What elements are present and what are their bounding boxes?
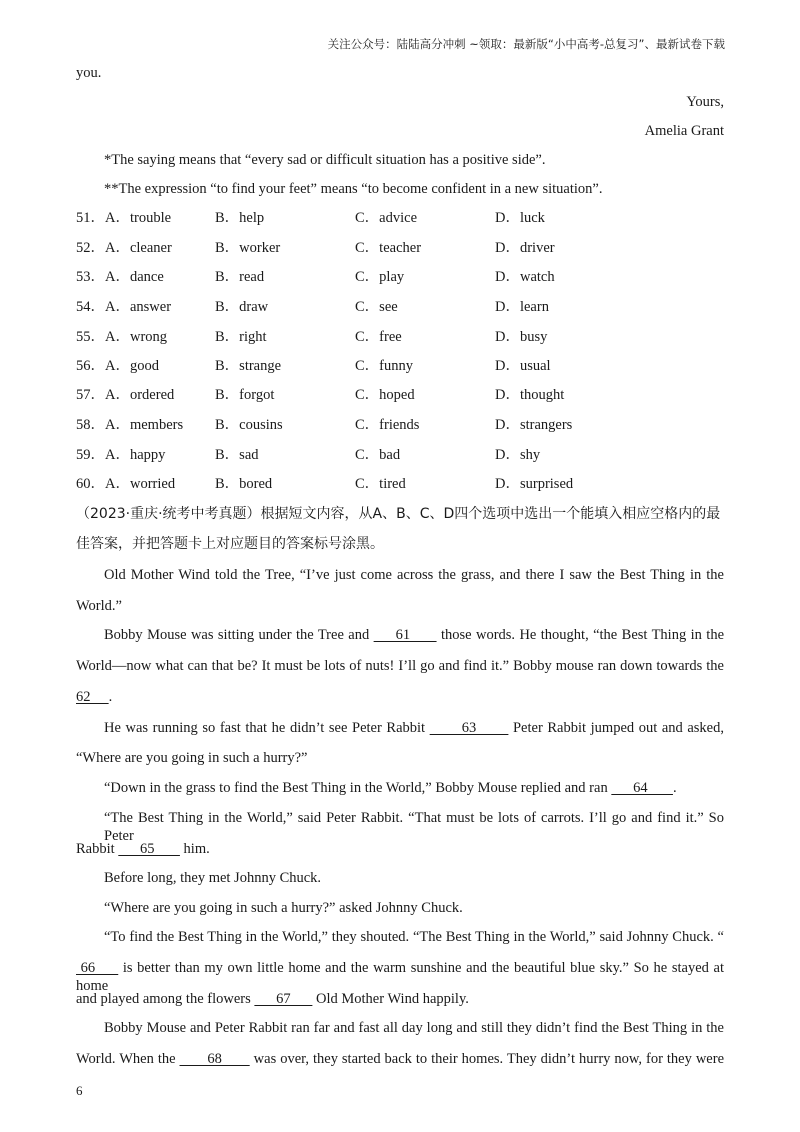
option-c: C．funny xyxy=(355,358,413,374)
option-d: D．busy xyxy=(495,329,548,345)
footnote-expression: **The expression “to find your feet” means “to become confident in a new situation”. xyxy=(104,181,603,197)
option-b: B．read xyxy=(215,269,265,285)
option-a: A．ordered xyxy=(105,387,175,403)
question-number: 54． xyxy=(76,299,105,315)
option-c: C．advice xyxy=(355,210,418,226)
option-a: A．trouble xyxy=(105,210,172,226)
question-number: 57． xyxy=(76,387,105,403)
story-p2-line2: World—now what can that be? It must be lots of nuts! I’ll go and find it.” Bobby mouse ran down towards the xyxy=(76,658,724,674)
blank-62: 62 xyxy=(76,689,109,705)
question-number: 59． xyxy=(76,447,105,463)
option-c: C．play xyxy=(355,269,405,285)
question-number: 58． xyxy=(76,417,105,433)
option-c: C．free xyxy=(355,329,402,345)
story-p9-line2: World. When the 68 was over, they started back to their homes. They didn’t hurry now, for they were xyxy=(76,1051,725,1067)
question-number: 51． xyxy=(76,210,105,226)
story-p3-line1: He was running so fast that he didn’t see Peter Rabbit 63 Peter Rabbit jumped out and asked, xyxy=(104,720,724,736)
option-b: B．cousins xyxy=(215,417,283,433)
option-a: A．good xyxy=(105,358,159,374)
page-header: 关注公众号：陆陆高分冲刺 ~领取：最新版“小中高考-总复习”、最新试卷下载 xyxy=(327,37,725,51)
option-b: B．strange xyxy=(215,358,282,374)
option-a: A．happy xyxy=(105,447,166,463)
option-d: D．learn xyxy=(495,299,549,315)
option-d: D．luck xyxy=(495,210,545,226)
story-p1-line1: Old Mother Wind told the Tree, “I’ve just come across the grass, and there I saw the Best Thing in the xyxy=(104,567,724,583)
option-c: C．teacher xyxy=(355,240,422,256)
blank-64: 64 xyxy=(611,780,673,796)
question-row xyxy=(76,268,724,286)
option-a: A．wrong xyxy=(105,329,168,345)
question-number: 56． xyxy=(76,358,105,374)
blank-68: 68 xyxy=(179,1051,250,1067)
story-p7: “Where are you going in such a hurry?” asked Johnny Chuck. xyxy=(104,900,463,916)
option-c: C．bad xyxy=(355,447,401,463)
blank-65: 65 xyxy=(118,841,180,857)
option-b: B．forgot xyxy=(215,387,275,403)
story-p8-line1: “To find the Best Thing in the World,” they shouted. “The Best Thing in the World,” said Johnny Chuck. “ xyxy=(104,929,724,945)
letter-continuation: you. xyxy=(76,65,102,81)
story-p8-line2: 66 is better than my own little home and the warm sunshine and the beautiful blue sky.” So he stayed at home xyxy=(76,960,724,994)
story-p9-line1: Bobby Mouse and Peter Rabbit ran far and fast all day long and still they didn’t find the Best Thing in the xyxy=(104,1020,724,1036)
option-a: A．cleaner xyxy=(105,240,172,256)
option-b: B．help xyxy=(215,210,265,226)
letter-signature: Amelia Grant xyxy=(644,123,724,139)
question-row xyxy=(76,475,724,493)
question-number: 53． xyxy=(76,269,105,285)
blank-66: 66 xyxy=(76,960,119,976)
option-b: B．worker xyxy=(215,240,281,256)
option-b: B．sad xyxy=(215,447,259,463)
option-a: A．dance xyxy=(105,269,164,285)
option-c: C．hoped xyxy=(355,387,415,403)
blank-67: 67 xyxy=(254,991,313,1007)
question-row xyxy=(76,298,724,316)
story-p2-line1: Bobby Mouse was sitting under the Tree and 61 those words. He thought, “the Best Thing in the xyxy=(104,627,724,643)
option-d: D．watch xyxy=(495,269,555,285)
option-d: D．usual xyxy=(495,358,551,374)
option-d: D．strangers xyxy=(495,417,573,433)
option-c: C．friends xyxy=(355,417,420,433)
question-number: 55． xyxy=(76,329,105,345)
story-p2-line3: 62 . xyxy=(76,689,113,705)
letter-closing: Yours, xyxy=(686,94,724,110)
option-c: C．see xyxy=(355,299,398,315)
question-row xyxy=(76,357,724,375)
option-d: D．thought xyxy=(495,387,565,403)
footnote-saying: *The saying means that “every sad or difficult situation has a positive side”. xyxy=(104,152,546,168)
instruction-line-2: 佳答案，并把答题卡上对应题目的答案标号涂黑。 xyxy=(76,536,384,552)
story-p1-line2: World.” xyxy=(76,598,122,614)
blank-63: 63 xyxy=(429,720,509,736)
question-row xyxy=(76,386,724,404)
story-p8-line3: and played among the flowers 67 Old Mother Wind happily. xyxy=(76,991,469,1007)
option-a: A．answer xyxy=(105,299,172,315)
story-p6: Before long, they met Johnny Chuck. xyxy=(104,870,322,886)
story-p4: “Down in the grass to find the Best Thing in the World,” Bobby Mouse replied and ran 64 . xyxy=(104,780,677,796)
instruction-line-1: （2023·重庆·统考中考真题）根据短文内容，从A、B、C、D四个选项中选出一个能填入相应空格内的最 xyxy=(76,506,721,522)
option-b: B．draw xyxy=(215,299,269,315)
story-p3-line2: “Where are you going in such a hurry?” xyxy=(76,750,308,766)
question-row xyxy=(76,416,724,434)
option-a: A．worried xyxy=(105,476,176,492)
question-number: 52． xyxy=(76,240,105,256)
option-b: B．bored xyxy=(215,476,273,492)
blank-61: 61 xyxy=(373,627,437,643)
page-number: 6 xyxy=(76,1083,83,1098)
option-d: D．driver xyxy=(495,240,555,256)
question-row xyxy=(76,209,724,227)
option-c: C．tired xyxy=(355,476,406,492)
question-number: 60． xyxy=(76,476,105,492)
option-b: B．right xyxy=(215,329,267,345)
question-row xyxy=(76,446,724,464)
question-row xyxy=(76,328,724,346)
option-d: D．surprised xyxy=(495,476,574,492)
option-a: A．members xyxy=(105,417,184,433)
question-row xyxy=(76,239,724,257)
option-d: D．shy xyxy=(495,447,541,463)
story-p5-line2: Rabbit 65 him. xyxy=(76,841,210,857)
story-p5-line1: “The Best Thing in the World,” said Peter Rabbit. “That must be lots of carrots. I’ll go and find it.” So Peter xyxy=(104,810,724,844)
